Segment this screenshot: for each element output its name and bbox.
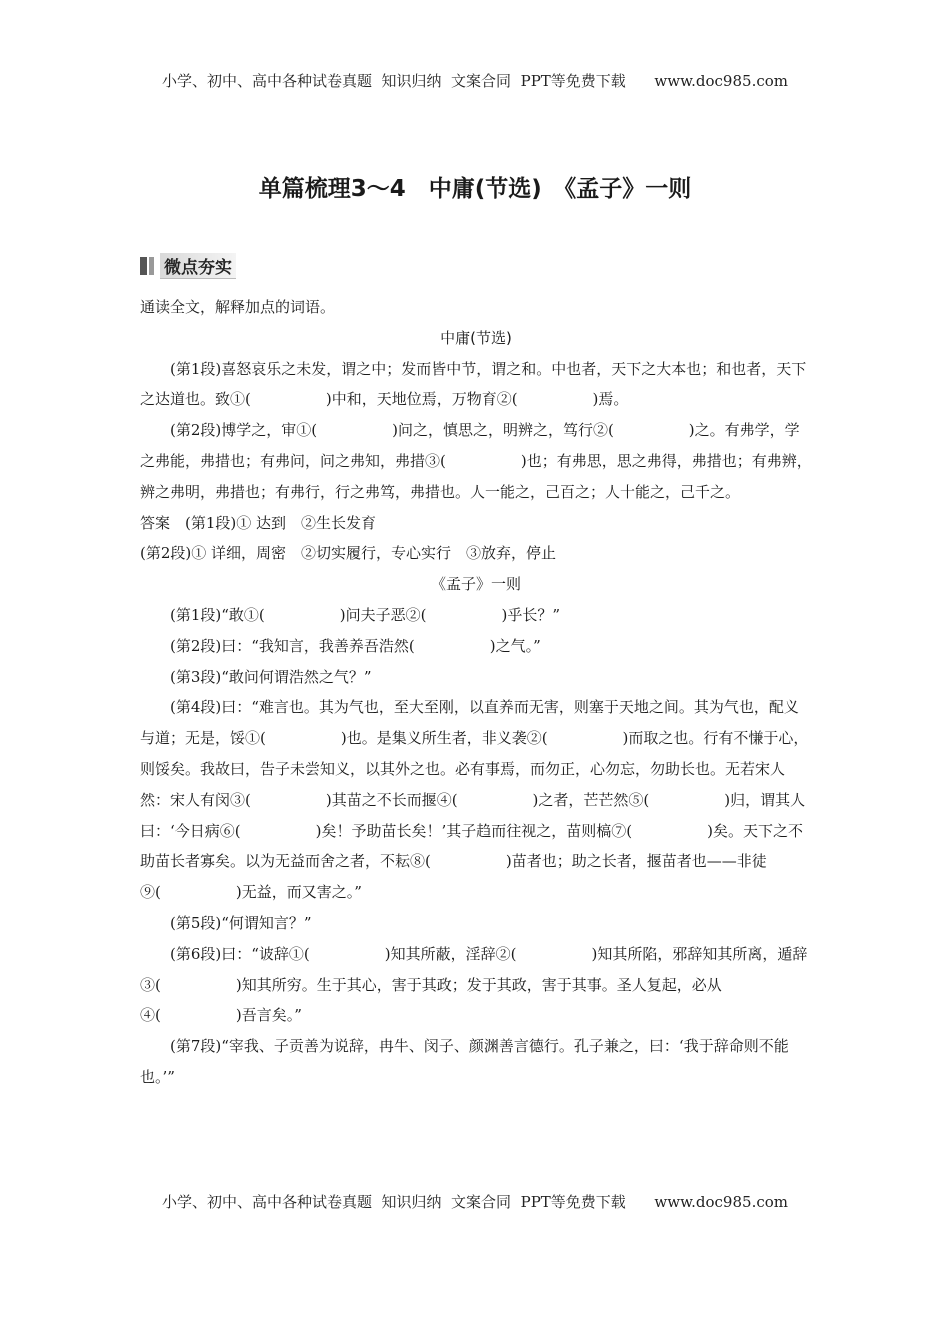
section-label: 微点夯实 — [160, 253, 236, 279]
answer-line-2: (第2段)① 详细，周密 ②切实履行，专心实行 ③放弃，停止 — [140, 544, 557, 563]
answer-label: 答案 — [140, 513, 171, 532]
mengzi-heading: 《孟子》一则 — [430, 575, 521, 594]
section-tag — [140, 254, 236, 278]
document-body — [140, 292, 812, 1093]
zhongyong-heading: 中庸(节选) — [440, 328, 512, 347]
zhongyong-paragraph-1: (第1段)喜怒哀乐之未发，谓之中；发而皆中节，谓之和。中也者，天下之大本也；和也者，天下之达道也。致①( )中和，天地位焉，万物育②( )焉。 — [140, 359, 807, 409]
header-banner: 小学、初中、高中各种试卷真题 知识归纳 文案合同 PPT等免费下载 www.doc985.com — [161, 72, 788, 90]
instruction: 通读全文，解释加点的词语。 — [140, 298, 336, 316]
mengzi-paragraph-1: (第1段)“敢①( )问夫子恶②( )乎长？” — [170, 605, 560, 624]
zhongyong-paragraph-2: (第2段)博学之，审①( )问之，慎思之，明辨之，笃行②( )之。有弗学，学之弗能，弗措也；有弗问，问之弗知，弗措③( )也；有弗思，思之弗得，弗措也；有弗辨，辨之弗明，弗措也；有弗行，行之弗笃，弗措也。人一能之，己百之；人十能之，己千之。 — [140, 421, 812, 501]
mengzi-paragraph-4: (第4段)曰：“难言也。其为气也，至大至刚，以直养而无害，则塞于天地之间。其为气也，配义与道；无是，馁①( )也。是集义所生者，非义袭②( )而取之也。行有不慊于心，则馁矣。我故曰，告子未尝知义，以其外之也。必有事焉，而勿正，心勿忘，勿助长也。无若宋人然：宋人有闵③( )其苗之不长而揠④( )之者，芒芒然⑤( )归，谓其人曰：‘今日病⑥( )矣！予助苗长矣！’其子趋而往视之，苗则槁⑦( )矣。天下之不助苗长者寡矣。以为无益而舍之者，不耘⑧( )苗者也；助之长者，揠苗者也——非徒⑨( )无益，而又害之。” — [140, 698, 809, 902]
mengzi-paragraph-6: (第6段)曰：“诐辞①( )知其所蔽，淫辞②( )知其所陷，邪辞知其所离，遁辞③( )知其所穷。生于其心，害于其政；发于其政，害于其事。圣人复起，必从④( )吾言矣。” — [140, 944, 808, 1025]
section-bars-icon — [140, 257, 154, 275]
mengzi-paragraph-3: (第3段)“敢问何谓浩然之气？” — [170, 667, 372, 686]
mengzi-paragraph-2: (第2段)曰：“我知言，我善养吾浩然( )之气。” — [170, 636, 541, 655]
answer-text-1: (第1段)① 达到 ②生长发育 — [185, 513, 377, 532]
mengzi-paragraph-7: (第7段)“宰我、子贡善为说辞，冉牛、闵子、颜渊善言德行。孔子兼之，曰：‘我于辞命则不能也。’” — [140, 1037, 789, 1086]
page-title: 单篇梳理3～4 中庸(节选) 《孟子》一则 — [258, 176, 692, 202]
answer-line-1 — [140, 508, 812, 539]
footer-banner: 小学、初中、高中各种试卷真题 知识归纳 文案合同 PPT等免费下载 www.doc985.com — [161, 1193, 788, 1211]
mengzi-paragraph-5: (第5段)“何谓知言？” — [170, 913, 312, 932]
